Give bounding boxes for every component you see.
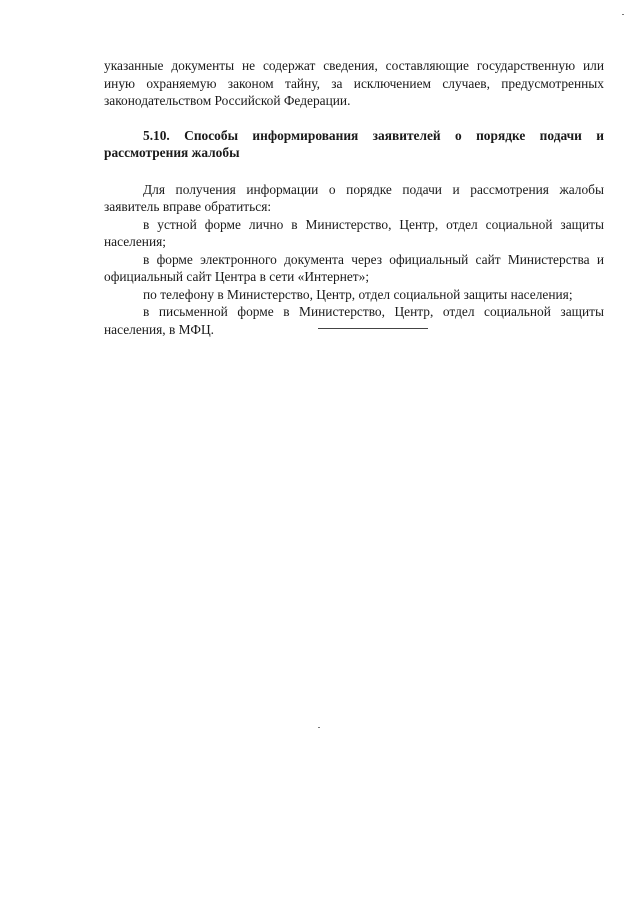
paragraph-phone: по телефону в Министерство, Центр, отдел социальной защиты населения; bbox=[143, 286, 573, 302]
paragraph-written: в письменной форме в Министерство, Центр, отдел социальной защиты населения, в МФЦ. bbox=[104, 304, 604, 337]
scan-speck bbox=[318, 727, 320, 728]
continuation-paragraph: указанные документы не содержат сведения, составляющие государственную или иную охраняемую законом тайну, за исключением случаев, предусмотренных законодательством Российской Федерации. bbox=[104, 58, 604, 108]
document-page bbox=[104, 57, 604, 338]
paragraph-electronic: в форме электронного документа через официальный сайт Министерства и официальный сайт Центра в сети «Интернет»; bbox=[104, 251, 604, 284]
scan-speck bbox=[622, 14, 624, 15]
section-heading: 5.10. Способы информирования заявителей о порядке подачи и рассмотрения жалобы bbox=[104, 127, 604, 160]
spacer bbox=[104, 162, 604, 181]
end-rule bbox=[318, 328, 428, 329]
paragraph-intro: Для получения информации о порядке подачи и рассмотрения жалобы заявитель вправе обратиться: bbox=[104, 181, 604, 214]
paragraph-oral: в устной форме лично в Министерство, Центр, отдел социальной защиты населения; bbox=[104, 216, 604, 249]
